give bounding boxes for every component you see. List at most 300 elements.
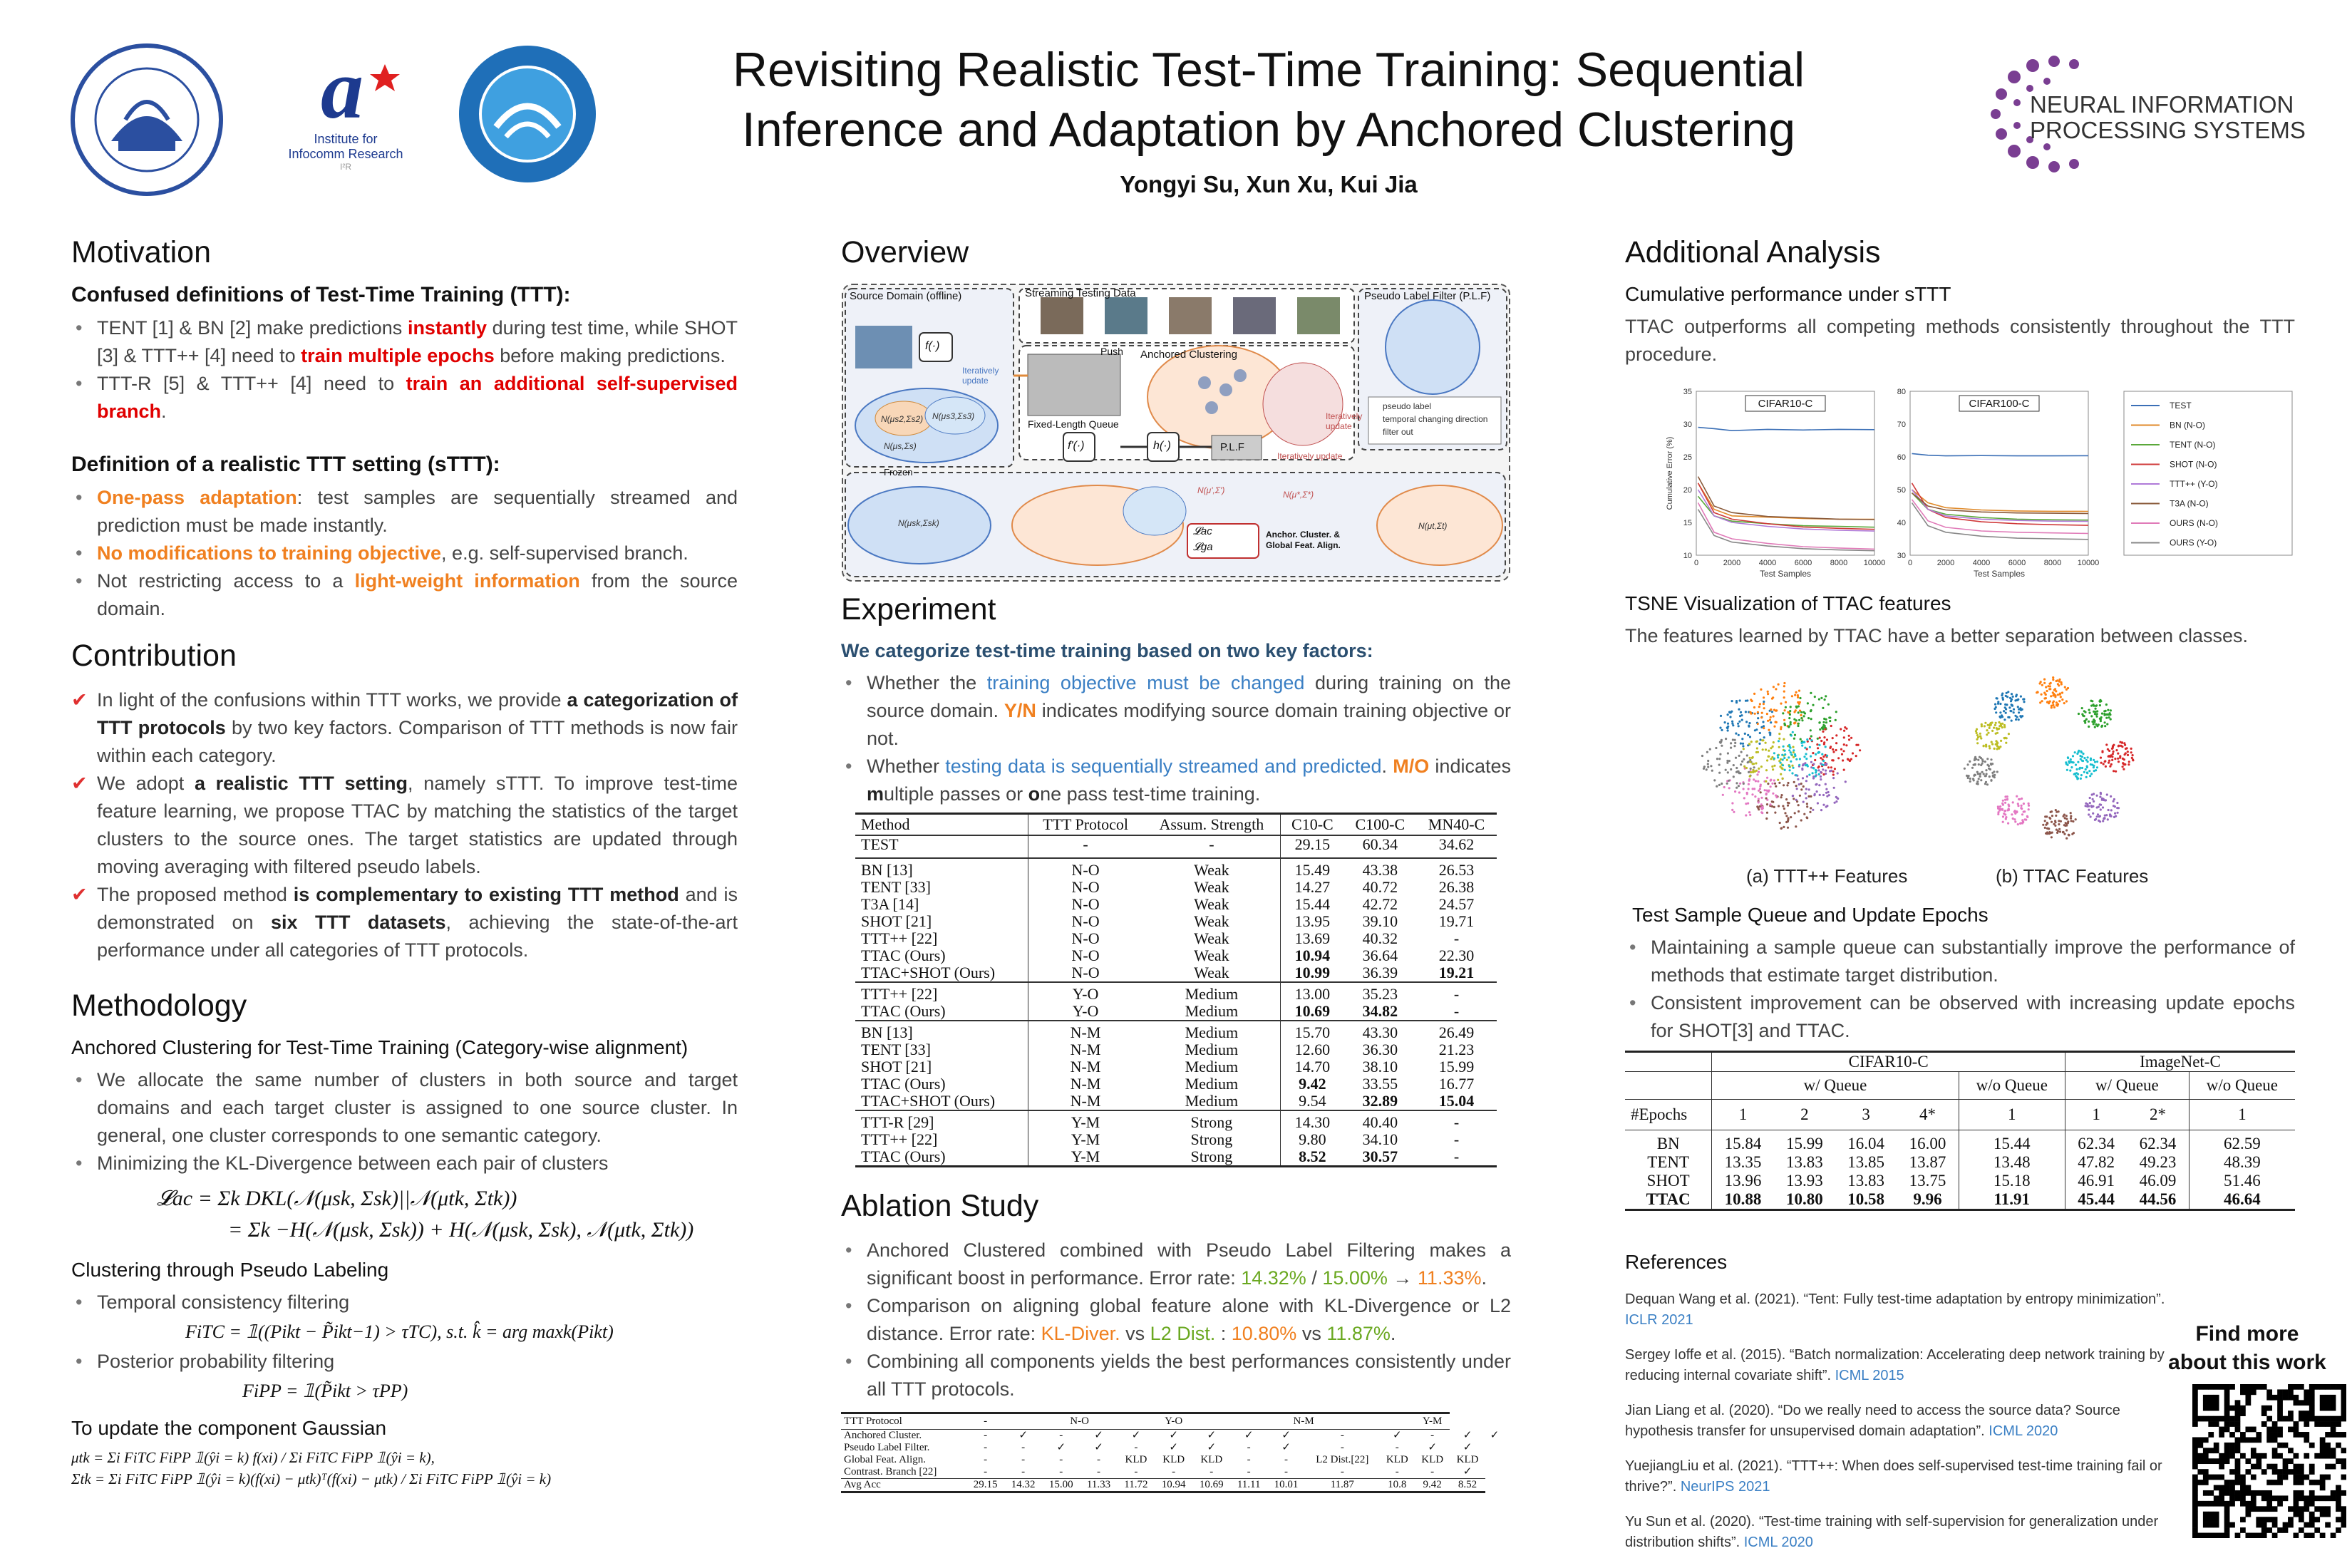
tsne-point bbox=[1792, 767, 1794, 769]
abl-header: Y-M bbox=[1415, 1413, 1450, 1430]
tsne-point bbox=[1804, 712, 1806, 714]
reference-item: Yu Sun et al. (2020). “Test-time training with self-supervision for generalization under distribution shifts”. ICML 2020 bbox=[1625, 1514, 2159, 1550]
x-tick-label: 4000 bbox=[1972, 559, 1991, 567]
abl-cell: - bbox=[1430, 1430, 1435, 1441]
tsne-point bbox=[1822, 794, 1825, 796]
tsne-point bbox=[1757, 723, 1759, 725]
tsne-point bbox=[2107, 818, 2109, 820]
tsne-point bbox=[1803, 813, 1805, 815]
tsne-point bbox=[2099, 796, 2101, 798]
tsne-point bbox=[1991, 743, 1993, 746]
tsne-point bbox=[2050, 695, 2052, 697]
tsne-point bbox=[1812, 809, 1814, 811]
tsne-point bbox=[1770, 708, 1772, 711]
tsne-point bbox=[2088, 726, 2090, 728]
analysis-sub1: Cumulative performance under sTTT bbox=[1625, 283, 1951, 305]
tsne-point bbox=[1739, 699, 1741, 701]
y-tick-label: 80 bbox=[1897, 388, 1906, 396]
tsne-point bbox=[1773, 758, 1775, 760]
tsne-point bbox=[2053, 689, 2056, 691]
ov-label-queue: Fixed-Length Queue bbox=[1028, 418, 1119, 430]
tsne-point bbox=[1734, 742, 1736, 744]
contribution-item-3: ✔ The proposed method is complementary to existing TTT method and is demonstrated on six TTT datasets, achieving the state-of-the-art performance under all categories of TTT protocols. bbox=[71, 881, 738, 964]
tsne-point bbox=[2012, 801, 2014, 803]
tsne-point bbox=[2116, 802, 2118, 804]
tsne-point bbox=[2042, 824, 2044, 826]
tsne-point bbox=[2091, 700, 2093, 702]
tsne-point bbox=[2050, 682, 2052, 684]
tsne-point bbox=[1733, 811, 1735, 813]
tsne-point bbox=[1757, 711, 1759, 713]
tsne-point bbox=[2014, 820, 2016, 822]
tsne-point bbox=[2089, 775, 2091, 777]
chart-title: CIFAR100-C bbox=[1969, 398, 2030, 410]
legend-label: BN (N-O) bbox=[2170, 420, 2205, 430]
tsne-point bbox=[1810, 692, 1812, 694]
tsne-point bbox=[1726, 760, 1728, 762]
exp-table-row bbox=[855, 835, 1497, 858]
tsne-point bbox=[1818, 744, 1820, 746]
queue-row bbox=[1625, 1172, 2295, 1190]
tsne-point bbox=[1782, 758, 1784, 760]
tsne-point bbox=[1778, 733, 1780, 735]
tsne-point bbox=[1773, 686, 1775, 688]
tsne-point bbox=[1810, 709, 1812, 711]
tsne-point bbox=[1762, 748, 1764, 751]
tsne-point bbox=[2070, 817, 2072, 820]
tsne-point bbox=[1771, 805, 1773, 808]
motivation-list-1 bbox=[71, 314, 738, 425]
tsne-point bbox=[1773, 765, 1775, 767]
overview-title: Overview bbox=[841, 235, 969, 269]
queue-cell: 45.44 bbox=[2065, 1190, 2127, 1210]
tsne-point bbox=[1724, 721, 1726, 723]
tsne-point bbox=[1820, 809, 1822, 811]
tsne-point bbox=[1754, 713, 1756, 715]
tsne-point bbox=[1735, 787, 1738, 789]
tsne-point bbox=[2028, 808, 2030, 810]
abl-cell: 8.52 bbox=[1450, 1479, 1485, 1492]
tsne-point bbox=[1980, 779, 1982, 781]
tsne-point bbox=[2105, 717, 2108, 719]
abl-cell: Global Feat. Align. bbox=[844, 1454, 926, 1465]
exp-cell: 30.57 bbox=[1344, 1148, 1416, 1167]
tsne-point bbox=[2070, 758, 2072, 760]
tsne-point bbox=[1812, 752, 1814, 754]
tsne-point bbox=[2103, 710, 2105, 712]
ov-label-iter2: Iteratively update bbox=[1277, 451, 1343, 461]
tsne-point bbox=[1990, 723, 1992, 726]
exp-cell: N-M bbox=[1070, 1058, 1101, 1076]
tsne-point bbox=[1800, 819, 1802, 821]
exp-table-row bbox=[855, 947, 1497, 964]
tsne-point bbox=[1765, 742, 1767, 744]
equation-mu: μtk = Σi FiTC FiPP 𝟙(ŷi = k) f(xi) / Σi FiTC FiPP 𝟙(ŷi = k), bbox=[71, 1449, 435, 1466]
tsne-point bbox=[1807, 717, 1810, 719]
abl-cell: - bbox=[1340, 1466, 1344, 1477]
tsne-point bbox=[1975, 758, 1977, 760]
experiment-bullet-1: • Whether the training objective must be changed during training on the source domain. Y/N indicates modifying source domain training objective or not. bbox=[841, 669, 1511, 753]
tsne-point bbox=[1760, 803, 1763, 805]
ov-label-lga: 𝓛ga bbox=[1193, 541, 1213, 553]
references-title: References bbox=[1625, 1251, 1728, 1273]
tsne-point bbox=[1832, 737, 1834, 739]
tsne-point bbox=[1769, 734, 1771, 736]
tsne-point bbox=[2039, 701, 2041, 703]
exp-cell: Weak bbox=[1143, 947, 1281, 964]
tsne-point bbox=[1760, 688, 1762, 691]
tsne-point bbox=[2003, 710, 2005, 712]
exp-table-row bbox=[855, 982, 1497, 1003]
tsne-point bbox=[2113, 770, 2115, 772]
methodology-title: Methodology bbox=[71, 989, 247, 1023]
tsne-point bbox=[2004, 706, 2006, 708]
tsne-point bbox=[1977, 759, 1979, 761]
motivation-sub2: Definition of a realistic TTT setting (sTTT): bbox=[71, 453, 500, 476]
tsne-point bbox=[1759, 738, 1761, 741]
tsne-point bbox=[2001, 726, 2003, 728]
ov-label-lac: 𝓛ac bbox=[1193, 525, 1212, 537]
tsne-point bbox=[1775, 785, 1777, 788]
tsne-point bbox=[2065, 818, 2068, 820]
analysis-p2: The features learned by TTAC have a better separation between classes. bbox=[1625, 625, 2248, 646]
overview-diagram bbox=[841, 283, 1511, 582]
tsne-point bbox=[2063, 702, 2065, 704]
tsne-point bbox=[1764, 789, 1766, 791]
tsne-point bbox=[2076, 778, 2078, 780]
tsne-point bbox=[1766, 799, 1768, 801]
tsne-point bbox=[1780, 827, 1783, 830]
tsne-point bbox=[1740, 711, 1742, 713]
tsne-point bbox=[1820, 740, 1822, 742]
abl-cell: KLD bbox=[1162, 1454, 1185, 1465]
tsne-point bbox=[2114, 813, 2116, 815]
tsne-point bbox=[1984, 725, 1986, 727]
tsne-point bbox=[1801, 768, 1803, 770]
tsne-point bbox=[1721, 729, 1723, 731]
tsne-point bbox=[1980, 764, 1982, 766]
tsne-point bbox=[1782, 805, 1784, 807]
tsne-point bbox=[1758, 771, 1760, 773]
tsne-point bbox=[1800, 738, 1802, 741]
abl-cell: KLD bbox=[1421, 1454, 1444, 1465]
tsne-point bbox=[2017, 698, 2019, 701]
exp-header: C100-C bbox=[1344, 814, 1416, 836]
tsne-point bbox=[1980, 757, 1982, 759]
tsne-point bbox=[2045, 697, 2047, 699]
tsne-point bbox=[2085, 768, 2087, 770]
tsne-point bbox=[2043, 679, 2046, 681]
tsne-point bbox=[1803, 755, 1805, 758]
tsne-point bbox=[1780, 703, 1782, 705]
tsne-point bbox=[2099, 704, 2101, 706]
tsne-point bbox=[1797, 694, 1799, 696]
exp-cell: 24.57 bbox=[1438, 895, 1475, 913]
tsne-point bbox=[2087, 760, 2089, 763]
tsne-point bbox=[1709, 748, 1711, 751]
tsne-point bbox=[2112, 747, 2114, 749]
tsne-point bbox=[2051, 832, 2053, 834]
tsne-point bbox=[1728, 787, 1731, 789]
exp-cell: - bbox=[1416, 1110, 1497, 1131]
abl-row bbox=[841, 1442, 1504, 1454]
tsne-point bbox=[1976, 771, 1979, 773]
tsne-point bbox=[1792, 795, 1794, 797]
tsne-point bbox=[1727, 729, 1729, 731]
references-list bbox=[1625, 1289, 2167, 1553]
tsne-point bbox=[1828, 716, 1830, 718]
tsne-point bbox=[1738, 708, 1740, 711]
ov-label-n7: N(μt,Σt) bbox=[1418, 521, 1448, 531]
tsne-point bbox=[1757, 751, 1759, 753]
abl-cell: ✓ bbox=[1463, 1429, 1472, 1441]
tsne-point bbox=[2131, 757, 2133, 759]
tsne-point bbox=[1995, 733, 1997, 735]
tsne-point bbox=[2021, 808, 2023, 810]
tsne-point bbox=[2053, 701, 2055, 703]
tsne-point bbox=[1771, 711, 1773, 713]
exp-cell: 34.82 bbox=[1362, 1002, 1398, 1020]
tsne-point bbox=[2011, 698, 2013, 701]
tsne-point bbox=[1751, 793, 1753, 795]
tsne-point bbox=[1753, 693, 1755, 695]
tsne-point bbox=[2077, 761, 2079, 763]
tsne-point bbox=[2090, 705, 2093, 707]
tsne-point bbox=[2096, 795, 2098, 797]
exp-cell: 15.04 bbox=[1438, 1092, 1475, 1110]
tsne-point bbox=[1778, 738, 1780, 740]
tsne-point bbox=[2095, 769, 2097, 771]
tsne-point bbox=[2093, 705, 2095, 707]
tsne-point bbox=[2094, 713, 2096, 715]
tsne-point bbox=[1732, 738, 1734, 741]
tsne-point bbox=[2065, 688, 2068, 691]
tsne-point bbox=[1797, 723, 1800, 725]
i2r-sub: I²R bbox=[340, 162, 351, 172]
tsne-point bbox=[1719, 741, 1721, 743]
tsne-point bbox=[1718, 772, 1721, 774]
tsne-point bbox=[1996, 697, 1998, 699]
tsne-point bbox=[1783, 723, 1785, 725]
tsne-caption-a: (a) TTT++ Features bbox=[1746, 865, 1908, 887]
queue-epochs-table bbox=[1625, 1051, 2295, 1211]
tsne-point bbox=[1797, 725, 1799, 727]
tsne-point bbox=[2023, 698, 2025, 700]
tsne-point bbox=[1806, 775, 1808, 778]
tsne-point bbox=[2015, 718, 2017, 721]
tsne-point bbox=[2086, 772, 2088, 774]
tsne-point bbox=[2085, 776, 2088, 778]
tsne-point bbox=[2013, 708, 2015, 711]
abl-cell: - bbox=[984, 1442, 988, 1453]
chart-plot-area bbox=[1910, 391, 2088, 555]
tsne-point bbox=[1807, 741, 1809, 743]
exp-table-row bbox=[855, 1041, 1497, 1058]
tsne-point bbox=[1725, 769, 1727, 771]
tsne-point bbox=[1777, 754, 1779, 756]
exp-cell: 16.77 bbox=[1438, 1075, 1475, 1093]
tsne-point bbox=[1771, 765, 1773, 768]
tsne-point bbox=[1730, 747, 1732, 749]
exp-table-row bbox=[855, 1148, 1497, 1167]
tsne-point bbox=[1744, 733, 1746, 735]
tsne-point bbox=[1761, 712, 1763, 714]
tsne-point bbox=[2003, 718, 2006, 721]
qr-code[interactable] bbox=[2192, 1384, 2346, 1538]
queue-epoch-cell: 2 bbox=[1774, 1100, 1835, 1130]
tsne-point bbox=[1978, 778, 1980, 780]
tsne-point bbox=[1788, 749, 1790, 751]
tsne-point bbox=[2020, 696, 2022, 698]
tsne-point bbox=[2072, 755, 2074, 757]
sttt-bullet-2: • No modifications to training objective, e.g. self-supervised branch. bbox=[71, 540, 738, 567]
tsne-point bbox=[1815, 771, 1817, 773]
tsne-point bbox=[2091, 764, 2093, 766]
tsne-point bbox=[1773, 741, 1775, 743]
exp-cell: 9.80 bbox=[1299, 1130, 1326, 1148]
tsne-point bbox=[1832, 748, 1834, 751]
tsne-point bbox=[1775, 688, 1777, 690]
tsne-point bbox=[1999, 805, 2001, 808]
tsne-point bbox=[1982, 760, 1984, 762]
abl-cell: ✓ bbox=[1428, 1442, 1437, 1453]
exp-cell: 40.40 bbox=[1344, 1110, 1416, 1131]
tsne-point bbox=[1802, 777, 1804, 779]
tsne-point bbox=[1989, 727, 1991, 729]
tsne-point bbox=[1980, 737, 1982, 739]
ov-label-fp: f'(·) bbox=[1068, 440, 1085, 452]
tsne-point bbox=[2058, 684, 2060, 686]
exp-cell: TTAC+SHOT (Ours) bbox=[855, 1093, 1028, 1110]
exp-cell: 9.42 bbox=[1299, 1075, 1326, 1093]
tsne-point bbox=[1789, 747, 1791, 749]
tsne-point bbox=[1806, 817, 1808, 819]
tsne-point bbox=[1760, 765, 1763, 768]
tsne-point bbox=[1820, 771, 1822, 773]
exp-table-row bbox=[855, 1058, 1497, 1076]
tsne-point bbox=[1745, 721, 1748, 723]
abl-row bbox=[841, 1466, 1504, 1479]
tsne-point bbox=[1745, 767, 1748, 769]
motivation-bullet-2: • TTT-R [5] & TTT++ [4] need to train an additional self-supervised branch. bbox=[71, 370, 738, 425]
tsne-point bbox=[2096, 713, 2098, 715]
exp-cell: Medium bbox=[1143, 1076, 1281, 1093]
tsne-point bbox=[2061, 691, 2063, 693]
ablation-title: Ablation Study bbox=[841, 1189, 1039, 1223]
method-bullet-4: • Posterior probability filtering bbox=[71, 1348, 738, 1376]
abl-header: TTT Protocol bbox=[841, 1413, 966, 1430]
exp-cell: TTT-R [29] bbox=[855, 1110, 1028, 1131]
tsne-point bbox=[1999, 703, 2001, 705]
tsne-point bbox=[2083, 771, 2085, 773]
abl-cell: 15.00 bbox=[1042, 1479, 1080, 1492]
tsne-point bbox=[2113, 816, 2115, 818]
exp-cell: Strong bbox=[1143, 1148, 1281, 1167]
tsne-point bbox=[1783, 719, 1785, 721]
tsne-point bbox=[2090, 773, 2093, 775]
abl-cell: ✓ bbox=[1281, 1430, 1291, 1441]
tsne-point bbox=[1993, 748, 1996, 750]
ov-label-filter: filter out bbox=[1383, 427, 1413, 437]
exp-table-row bbox=[855, 913, 1497, 930]
tsne-point bbox=[1721, 739, 1723, 741]
tsne-point bbox=[1817, 747, 1819, 749]
ov-label-push: Push bbox=[1100, 346, 1123, 357]
tsne-point bbox=[1745, 711, 1747, 713]
abl-cell: - bbox=[1021, 1454, 1026, 1465]
exp-cell: 36.30 bbox=[1362, 1041, 1398, 1058]
exp-cell: 14.27 bbox=[1294, 878, 1331, 896]
exp-cell: Strong bbox=[1143, 1110, 1281, 1131]
experiment-list bbox=[841, 669, 1511, 808]
tsne-point bbox=[2086, 765, 2088, 768]
tsne-point bbox=[1727, 771, 1729, 773]
tsne-point bbox=[1843, 743, 1845, 746]
y-tick-label: 30 bbox=[1683, 421, 1692, 429]
tsne-point bbox=[1750, 768, 1752, 770]
tsne-point bbox=[1812, 767, 1815, 769]
tsne-point bbox=[1848, 738, 1850, 741]
tsne-point bbox=[1786, 759, 1788, 761]
tsne-point bbox=[1748, 783, 1750, 785]
methodology-list-3 bbox=[71, 1348, 738, 1376]
tsne-point bbox=[2005, 712, 2007, 714]
tsne-point bbox=[2065, 700, 2068, 702]
tsne-point bbox=[1820, 697, 1822, 699]
tsne-point bbox=[2060, 696, 2062, 698]
tsne-point bbox=[1824, 698, 1826, 701]
exp-cell: 38.10 bbox=[1362, 1058, 1398, 1076]
tsne-point bbox=[1758, 808, 1760, 810]
tsne-point bbox=[2084, 722, 2086, 724]
tsne-point bbox=[1843, 736, 1845, 738]
exp-cell: - bbox=[1453, 1130, 1460, 1148]
tsne-point bbox=[1837, 757, 1840, 759]
method-bullet-1: • We allocate the same number of clusters in both source and target domains and each target cluster is assigned to one source cluster. In general, one cluster corresponds to one semantic category. bbox=[71, 1066, 738, 1150]
tsne-point bbox=[1748, 788, 1750, 790]
tsne-point bbox=[1985, 769, 1987, 771]
tsne-point bbox=[2063, 814, 2065, 816]
tsne-point bbox=[1805, 793, 1807, 795]
tsne-point bbox=[2083, 715, 2085, 717]
tsne-point bbox=[1760, 784, 1762, 786]
tsne-point bbox=[2060, 820, 2062, 822]
paper-title bbox=[570, 40, 1967, 160]
tsne-point bbox=[2058, 828, 2060, 830]
queue-mid-header: w/o Queue bbox=[1959, 1072, 2065, 1100]
tsne-point bbox=[1989, 775, 1991, 778]
tsne-point bbox=[1850, 737, 1852, 739]
tsne-point bbox=[2044, 820, 2046, 822]
tsne-point bbox=[2041, 700, 2043, 702]
x-tick-label: 8000 bbox=[1830, 559, 1848, 567]
ov-label-anchor: Anchor. Cluster. & Global Feat. Align. bbox=[1266, 530, 1341, 550]
tsne-point bbox=[2110, 709, 2112, 711]
tsne-point bbox=[1799, 701, 1801, 703]
tsne-point bbox=[1778, 740, 1780, 742]
tsne-point bbox=[2110, 795, 2112, 798]
column-left bbox=[71, 235, 738, 1490]
tsne-point bbox=[2088, 721, 2090, 723]
tsne-point bbox=[1790, 734, 1793, 736]
tsne-point bbox=[1749, 757, 1751, 759]
tsne-point bbox=[1834, 768, 1836, 770]
tsne-point bbox=[2061, 698, 2063, 701]
tsne-point bbox=[2091, 793, 2093, 795]
tsne-point bbox=[1763, 707, 1765, 709]
tsne-point bbox=[2100, 718, 2102, 721]
tsne-point bbox=[1996, 748, 1998, 750]
